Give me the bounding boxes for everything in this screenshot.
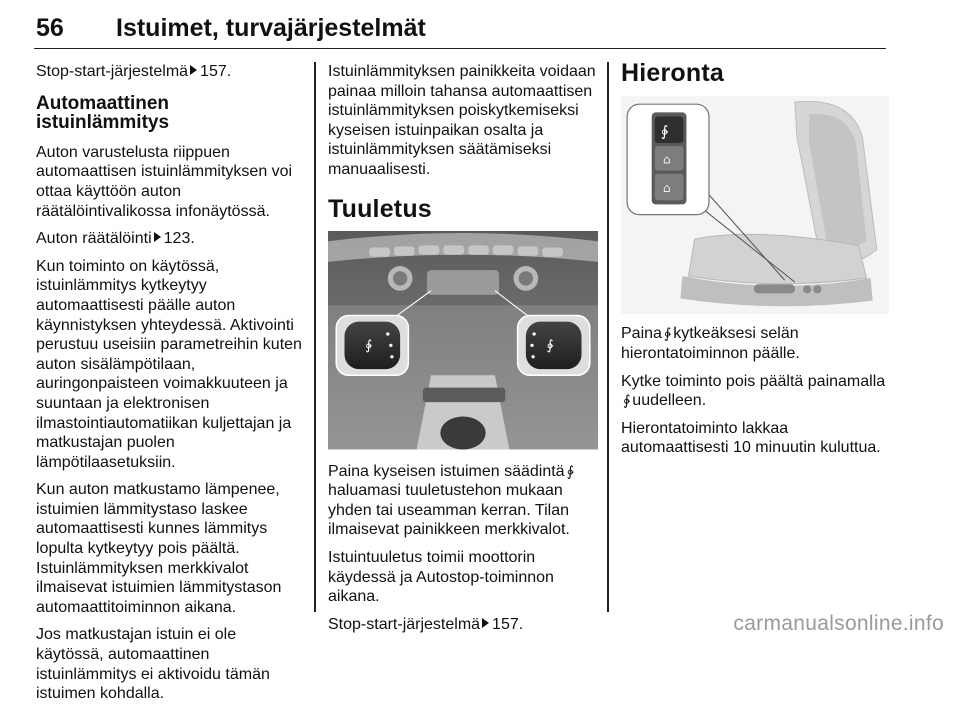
page-reference-arrow-icon bbox=[154, 232, 161, 242]
massage-on-instruction: Paina ∲ kytkeäksesi selän hierontatoiminnon päälle. bbox=[621, 325, 800, 363]
column-2 bbox=[328, 62, 598, 642]
paragraph: Istuintuuletus toimii moottorin käydessä ja Autostop-toiminnon aikana. bbox=[328, 549, 554, 606]
column-divider-2 bbox=[607, 62, 609, 612]
ventilation-instruction: Paina kyseisen istuimen säädintä ∲haluamasi tuuletustehon mukaan yhden tai useamman kerran. Tilan ilmaisevat painikkeen merkkivalot. bbox=[328, 462, 574, 539]
svg-text:⌂: ⌂ bbox=[662, 180, 671, 195]
page-header bbox=[34, 0, 886, 49]
paragraph: Auton varustelusta riippuen automaattisen istuinlämmityksen voi ottaa käyttöön auton räätälöintivalikossa infonäytössä. bbox=[36, 143, 293, 220]
page-number: 56 bbox=[36, 14, 64, 42]
stopstart-reference: Stop-start-järjestelmä 157. bbox=[328, 615, 524, 633]
massage-off-instruction: Kytke toiminto pois päältä painamalla ∲ uudelleen. bbox=[621, 372, 886, 410]
right-seat-button-detail bbox=[518, 316, 590, 376]
svg-text:∲: ∲ bbox=[365, 338, 373, 354]
svg-text:⌂: ⌂ bbox=[662, 152, 671, 167]
seat-massage-icon: ∲ bbox=[663, 325, 672, 342]
paragraph: Kun toiminto on käytössä, istuinlämmitys kytkeytyy automaattisesti päälle auton käynnistyksen yhteydessä. Aktivointi perustuu useisiin parametreihin kuten auton sisälämpötilaan, auringonpaisteen voimakkuuteen ja suuntaan ja elektronisen ilmastointiautomatiikan kuljettajan ja matkustajan puolen lämpötilaasetuksiin. bbox=[36, 257, 302, 471]
auto-seat-heating-heading: Automaattinen istuinlämmitys bbox=[36, 92, 170, 134]
svg-text:∲: ∲ bbox=[660, 123, 669, 140]
stopstart-reference: Stop-start-järjestelmä 157. bbox=[36, 63, 232, 80]
seat-massage-icon: ∲ bbox=[623, 392, 631, 409]
column-3 bbox=[621, 59, 889, 466]
paragraph: Istuinlämmityksen painikkeita voidaan painaa milloin tahansa automaattisen istuinlämmityksen poiskytkemiseksi kyseisen istuinpaikan osalta ja istuinlämmityksen säätämiseksi manuaalisesti. bbox=[328, 63, 596, 178]
stopstart-page-link[interactable]: 157. bbox=[492, 615, 524, 633]
page-reference-arrow-icon bbox=[190, 65, 197, 75]
seat-side-button-panel bbox=[627, 104, 709, 214]
column-divider-1 bbox=[314, 62, 316, 612]
seat-ventilation-icon: ∲ bbox=[566, 462, 574, 479]
personalization-page-link[interactable]: 123. bbox=[163, 230, 195, 248]
stopstart-page-link[interactable]: 157. bbox=[200, 63, 232, 80]
section-title: Istuimet, turvajärjestelmät bbox=[116, 14, 426, 42]
massage-seat-figure bbox=[621, 96, 889, 315]
paragraph: Hierontatoiminto lakkaa automaattisesti 10 minuutin kuluttua. bbox=[621, 419, 881, 457]
left-seat-button-detail bbox=[336, 316, 408, 376]
ventilation-heading: Tuuletus bbox=[328, 194, 432, 223]
massage-heading: Hieronta bbox=[621, 59, 725, 87]
column-1 bbox=[36, 62, 302, 712]
watermark: carmanualsonline.info bbox=[733, 612, 944, 635]
svg-text:∲: ∲ bbox=[546, 338, 554, 354]
page-reference-arrow-icon bbox=[482, 618, 489, 628]
ventilation-console-figure bbox=[328, 231, 598, 449]
personalization-reference: Auton räätälöinti 123. bbox=[36, 230, 195, 248]
paragraph: Jos matkustajan istuin ei ole käytössä, automaattinen istuinlämmitys ei aktivoidu tämän istuimen kohdalla. bbox=[36, 626, 270, 703]
paragraph: Kun auton matkustamo lämpenee, istuimien lämmitystaso laskee automaattisesti kunnes lämmitys lopulta kytkeytyy pois päältä. Istuinlämmityksen merkkivalot ilmaisevat istuimien lämmitystason automaattitoiminnon aikana. bbox=[36, 481, 282, 616]
